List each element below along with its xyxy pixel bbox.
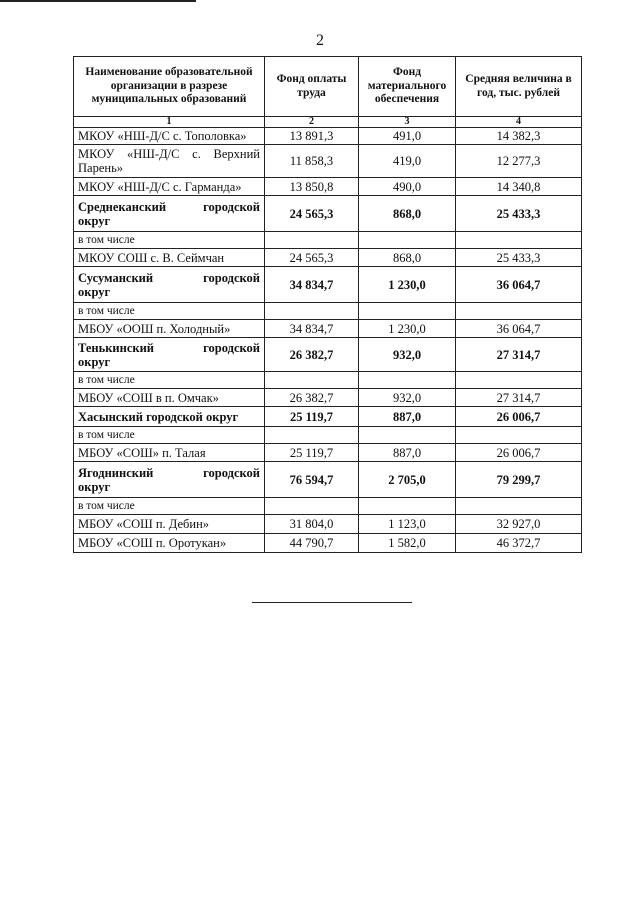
wage-fund-value: 26 382,7 — [265, 389, 359, 407]
including-row — [74, 372, 582, 389]
wage-fund-value: 25 119,7 — [265, 444, 359, 462]
district-row — [74, 407, 582, 427]
material-fund-value: 1 230,0 — [359, 320, 456, 338]
column-number: 1 — [74, 117, 265, 128]
table-row — [74, 389, 582, 407]
column-number: 2 — [265, 117, 359, 128]
wage-fund-value: 26 382,7 — [265, 338, 359, 372]
wage-fund-value: 13 891,3 — [265, 128, 359, 145]
wage-fund-value: 24 565,3 — [265, 249, 359, 267]
page-number: 2 — [316, 32, 324, 49]
org-name — [74, 145, 265, 178]
district-name-line-1: Тенькинский городской — [78, 340, 260, 355]
including-row — [74, 232, 582, 249]
average-value — [456, 498, 582, 515]
top-rule — [0, 0, 196, 2]
including-label: в том числе — [74, 232, 265, 249]
wage-fund-value — [265, 232, 359, 249]
table-row — [74, 444, 582, 462]
material-fund-value: 868,0 — [359, 249, 456, 267]
average-value: 14 382,3 — [456, 128, 582, 145]
material-fund-value: 932,0 — [359, 338, 456, 372]
table-row — [74, 515, 582, 534]
material-fund-value: 490,0 — [359, 178, 456, 196]
material-fund-value: 1 123,0 — [359, 515, 456, 534]
material-fund-value: 932,0 — [359, 389, 456, 407]
average-value: 14 340,8 — [456, 178, 582, 196]
org-name: МКОУ «НШ-Д/С с. Тополовка» — [74, 128, 265, 145]
district-name-line-2: округ — [78, 213, 111, 228]
average-value: 25 433,3 — [456, 249, 582, 267]
average-value: 12 277,3 — [456, 145, 582, 178]
wage-fund-value: 13 850,8 — [265, 178, 359, 196]
header-wage-fund: Фонд оплаты труда — [265, 57, 359, 117]
org-name-line-2: Парень» — [78, 161, 124, 175]
header-material-fund: Фонд материального обеспечения — [359, 57, 456, 117]
district-name: Хасынский городской округ — [74, 407, 265, 427]
table-row — [74, 178, 582, 196]
table-row — [74, 145, 582, 178]
average-value: 25 433,3 — [456, 196, 582, 232]
including-label: в том числе — [74, 372, 265, 389]
org-name-line-1: МКОУ «НШ-Д/С с. Верхний — [78, 147, 260, 161]
wage-fund-value — [265, 427, 359, 444]
average-value — [456, 303, 582, 320]
column-number: 3 — [359, 117, 456, 128]
end-rule — [252, 602, 412, 603]
district-row — [74, 196, 582, 232]
district-name — [74, 338, 265, 372]
district-name — [74, 267, 265, 303]
district-row — [74, 267, 582, 303]
wage-fund-value: 11 858,3 — [265, 145, 359, 178]
district-row — [74, 462, 582, 498]
table-row — [74, 534, 582, 553]
district-name-line-1: Сусуманский городской — [78, 270, 260, 285]
material-fund-value: 2 705,0 — [359, 462, 456, 498]
material-fund-value: 887,0 — [359, 407, 456, 427]
material-fund-value — [359, 372, 456, 389]
including-label: в том числе — [74, 303, 265, 320]
average-value: 46 372,7 — [456, 534, 582, 553]
material-fund-value: 491,0 — [359, 128, 456, 145]
table-row — [74, 320, 582, 338]
district-name-line-1: Среднеканский городской — [78, 199, 260, 214]
wage-fund-value — [265, 498, 359, 515]
org-name: МКОУ «НШ-Д/С с. Гарманда» — [74, 178, 265, 196]
wage-fund-value: 25 119,7 — [265, 407, 359, 427]
wage-fund-value — [265, 372, 359, 389]
material-fund-value: 1 582,0 — [359, 534, 456, 553]
org-name: МБОУ «СОШ п. Оротукан» — [74, 534, 265, 553]
budget-table — [73, 56, 582, 553]
org-name: МБОУ «СОШ п. Дебин» — [74, 515, 265, 534]
org-name: МБОУ «СОШ в п. Омчак» — [74, 389, 265, 407]
district-name-line-2: округ — [78, 284, 111, 299]
including-row — [74, 498, 582, 515]
including-label: в том числе — [74, 498, 265, 515]
average-value: 27 314,7 — [456, 338, 582, 372]
material-fund-value — [359, 232, 456, 249]
wage-fund-value: 76 594,7 — [265, 462, 359, 498]
material-fund-value: 868,0 — [359, 196, 456, 232]
material-fund-value: 419,0 — [359, 145, 456, 178]
district-name — [74, 462, 265, 498]
average-value: 36 064,7 — [456, 267, 582, 303]
org-name: МБОУ «ООШ п. Холодный» — [74, 320, 265, 338]
average-value: 27 314,7 — [456, 389, 582, 407]
material-fund-value — [359, 303, 456, 320]
including-row — [74, 427, 582, 444]
column-number: 4 — [456, 117, 582, 128]
district-name-line-1: Ягоднинский городской — [78, 465, 260, 480]
wage-fund-value: 34 834,7 — [265, 320, 359, 338]
average-value — [456, 232, 582, 249]
org-name: МКОУ СОШ с. В. Сеймчан — [74, 249, 265, 267]
wage-fund-value: 34 834,7 — [265, 267, 359, 303]
table-row — [74, 249, 582, 267]
column-number-row — [74, 117, 582, 128]
table-header-row — [74, 57, 582, 117]
material-fund-value — [359, 498, 456, 515]
org-name: МБОУ «СОШ» п. Талая — [74, 444, 265, 462]
header-organization: Наименование образовательной организации в разрезе муниципальных образований — [74, 57, 265, 117]
material-fund-value: 1 230,0 — [359, 267, 456, 303]
average-value: 36 064,7 — [456, 320, 582, 338]
district-name — [74, 196, 265, 232]
district-name-line-2: округ — [78, 479, 111, 494]
wage-fund-value: 24 565,3 — [265, 196, 359, 232]
table-row — [74, 128, 582, 145]
average-value — [456, 427, 582, 444]
average-value: 32 927,0 — [456, 515, 582, 534]
average-value: 26 006,7 — [456, 407, 582, 427]
material-fund-value: 887,0 — [359, 444, 456, 462]
district-row — [74, 338, 582, 372]
header-average-per-year: Средняя величина в год, тыс. рублей — [456, 57, 582, 117]
wage-fund-value: 31 804,0 — [265, 515, 359, 534]
including-row — [74, 303, 582, 320]
average-value: 26 006,7 — [456, 444, 582, 462]
average-value: 79 299,7 — [456, 462, 582, 498]
district-name-line-2: округ — [78, 354, 111, 369]
wage-fund-value — [265, 303, 359, 320]
wage-fund-value: 44 790,7 — [265, 534, 359, 553]
including-label: в том числе — [74, 427, 265, 444]
average-value — [456, 372, 582, 389]
material-fund-value — [359, 427, 456, 444]
